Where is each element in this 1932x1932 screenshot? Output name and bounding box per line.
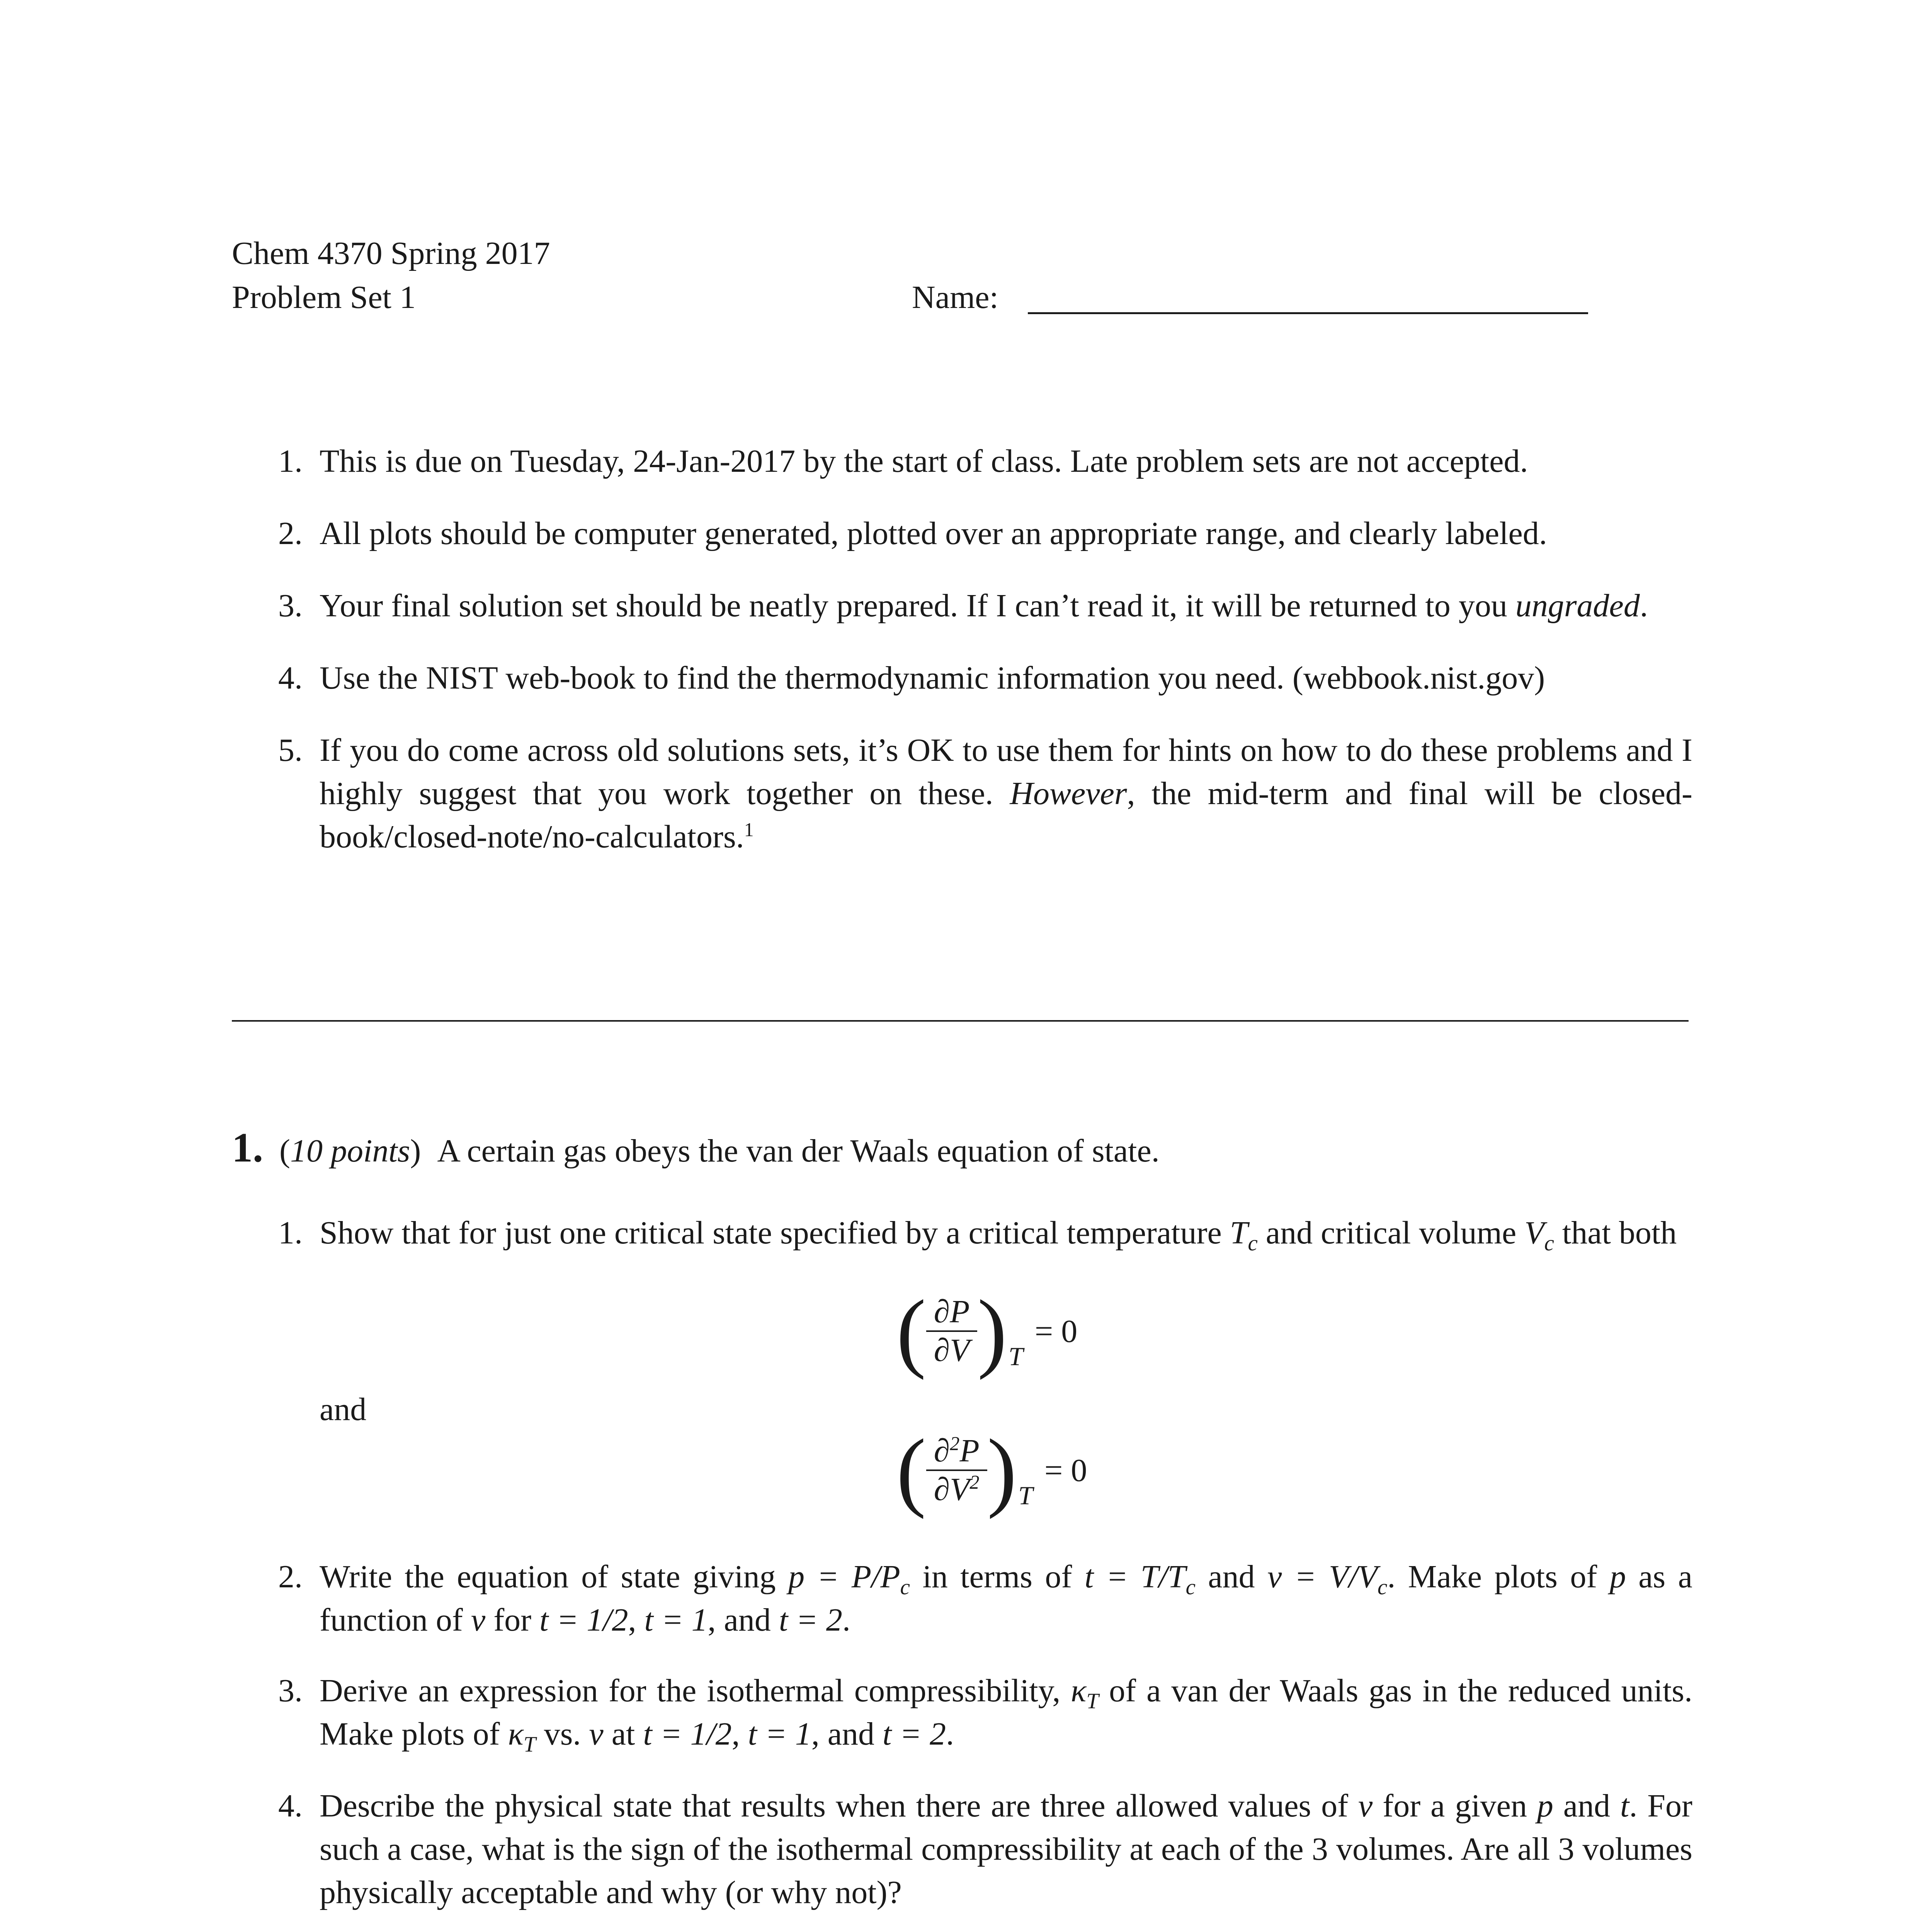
instruction-item: 5. If you do come across old solutions sets, it’s OK to use them for hints on how to do these problems and I highly suggest that you work together on these. However, the mid-term and final will be closed-book/closed-note/no-calculators.$^1$ bbox=[278, 732, 1692, 855]
and-label: and bbox=[320, 1391, 367, 1427]
problem-1-part-3: 3. Derive an expression for the isothermal compressibility, $\kappa_T$ of a van der Waals gas in the reduced units. Make plots of $\kappa_T$ vs. v at t = 1/2, t = 1, and t = 2. bbox=[278, 1673, 1692, 1757]
equation-d2P-dV2: ( $\frac{\partial^2P}{\partial V^2}$ ) T = 0 bbox=[896, 1421, 1087, 1519]
instruction-item: 4. Use the NIST web-book to find the thermodynamic information you need. (webbook.nist.gov) bbox=[278, 660, 1545, 696]
instructions-list bbox=[232, 440, 1692, 859]
problem-set-title: Problem Set 1 bbox=[232, 279, 416, 315]
instruction-item: 3. Your final solution set should be neatly prepared. If I can’t read it, it will be returned to you ungraded. bbox=[278, 588, 1648, 624]
name-label: Name: bbox=[912, 279, 998, 315]
problem-1-heading: 1. (10 points) A certain gas obeys the van der Waals equation of state. bbox=[232, 1125, 1160, 1171]
equation-dP-dV: ( $\frac{\partial P}{\partial V}$ ) T = 0 bbox=[896, 1282, 1078, 1380]
name-blank-line bbox=[1028, 312, 1588, 314]
instruction-item: 1. This is due on Tuesday, 24-Jan-2017 by the start of class. Late problem sets are not accepted. bbox=[278, 443, 1528, 479]
footnote-mark: 1 bbox=[744, 819, 754, 840]
problem-1 bbox=[232, 1126, 1692, 1173]
problem-1-part-4: 4. Describe the physical state that results when there are three allowed values of v for a given p and t. For such a case, what is the sign of the isothermal compressibility at each of the 3 volumes. Are all 3 volumes physically acceptable and why (or why not)? bbox=[278, 1788, 1692, 1910]
course-title: Chem 4370 Spring 2017 bbox=[232, 235, 550, 271]
instruction-item: 2. All plots should be computer generated, plotted over an appropriate range, and clearly labeled. bbox=[278, 515, 1547, 551]
header bbox=[232, 232, 1623, 320]
problem-1-part-2: 2. Write the equation of state giving $p = P/P_c$ in terms of $t = T/T_c$ and $v = V/V_c$. Make plots of p as a function of v for t = 1/2, t = 1, and t = 2. bbox=[278, 1559, 1692, 1638]
problem-1-part-1: 1. Show that for just one critical state specified by a critical temperature $T_c$ and critical volume $V_c$ that both bbox=[278, 1215, 1677, 1255]
section-divider bbox=[232, 1020, 1689, 1022]
